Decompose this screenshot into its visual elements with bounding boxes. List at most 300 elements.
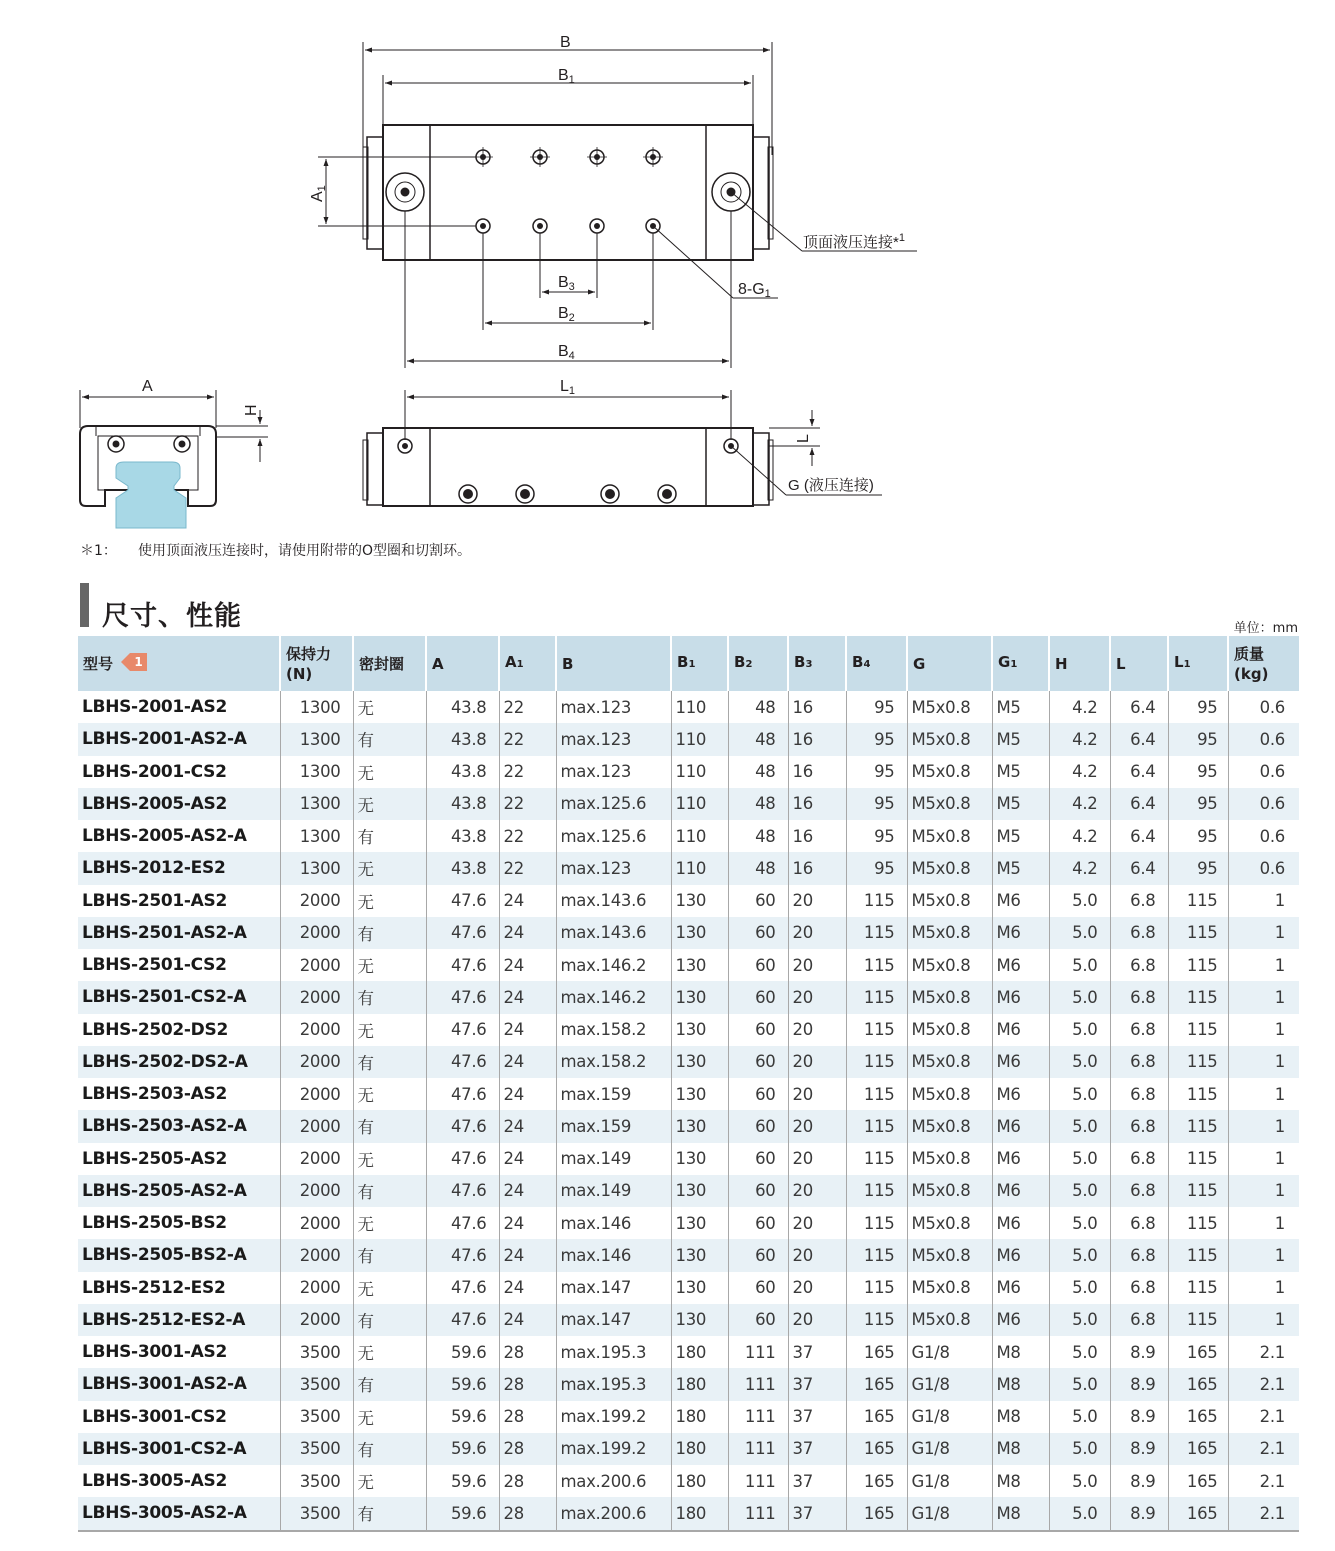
- cell-A: 47.6: [426, 885, 499, 917]
- cell-B4: 95: [846, 788, 907, 820]
- cell-B4: 115: [846, 1046, 907, 1078]
- cell-seal: 无: [353, 1014, 426, 1046]
- cell-A1: 24: [499, 981, 556, 1013]
- cell-L: 6.4: [1110, 756, 1168, 788]
- cell-G: M5x0.8: [907, 1272, 992, 1304]
- cell-B: max.147: [556, 1304, 671, 1336]
- cell-L: 6.8: [1110, 1175, 1168, 1207]
- cell-L: 6.8: [1110, 1207, 1168, 1239]
- table-row: [78, 1272, 1299, 1304]
- cell-A1: 24: [499, 1207, 556, 1239]
- cell-holding-force: 2000: [280, 1272, 353, 1304]
- cell-H: 5.0: [1049, 1368, 1110, 1400]
- cell-B4: 115: [846, 1207, 907, 1239]
- cell-H: 5.0: [1049, 917, 1110, 949]
- cell-A1: 28: [499, 1336, 556, 1368]
- cell-B3: 16: [788, 723, 846, 755]
- cell-G: M5x0.8: [907, 1304, 992, 1336]
- dim-label-B2: B2: [558, 305, 575, 324]
- cell-mass: 0.6: [1228, 852, 1299, 884]
- cell-G: M5x0.8: [907, 1143, 992, 1175]
- cell-mass: 1: [1228, 1110, 1299, 1142]
- table-row: [78, 1046, 1299, 1078]
- cell-H: 5.0: [1049, 885, 1110, 917]
- table-row: [78, 1465, 1299, 1497]
- cell-G: G1/8: [907, 1336, 992, 1368]
- cell-B1: 180: [671, 1336, 728, 1368]
- cell-B4: 115: [846, 1110, 907, 1142]
- cell-holding-force: 2000: [280, 1207, 353, 1239]
- cell-mass: 0.6: [1228, 820, 1299, 852]
- cell-B1: 110: [671, 691, 728, 723]
- cell-H: 5.0: [1049, 1207, 1110, 1239]
- cell-B3: 16: [788, 852, 846, 884]
- cell-A: 47.6: [426, 1143, 499, 1175]
- cell-L: 6.8: [1110, 1110, 1168, 1142]
- header-holding-force: 保持力 (N): [280, 636, 353, 691]
- model-note-tag-icon: 1: [121, 653, 147, 671]
- table-row: [78, 1014, 1299, 1046]
- cell-L1: 165: [1168, 1433, 1228, 1465]
- table-row: [78, 852, 1299, 884]
- cell-G: G1/8: [907, 1368, 992, 1400]
- cell-L1: 115: [1168, 1272, 1228, 1304]
- cell-A: 59.6: [426, 1336, 499, 1368]
- cell-L1: 115: [1168, 885, 1228, 917]
- cell-L: 6.8: [1110, 981, 1168, 1013]
- cell-holding-force: 1300: [280, 691, 353, 723]
- cell-A: 47.6: [426, 917, 499, 949]
- cell-B3: 16: [788, 788, 846, 820]
- cell-L: 8.9: [1110, 1465, 1168, 1497]
- cell-holding-force: 2000: [280, 1239, 353, 1271]
- cell-holding-force: 2000: [280, 1110, 353, 1142]
- cell-B: max.149: [556, 1143, 671, 1175]
- cell-mass: 1: [1228, 1272, 1299, 1304]
- dim-label-B3: B3: [558, 274, 575, 293]
- header-G: G: [907, 636, 992, 691]
- header-B2: B2: [728, 636, 788, 691]
- cell-model: LBHS-2502-DS2-A: [78, 1046, 280, 1078]
- cell-B3: 20: [788, 1207, 846, 1239]
- cell-A: 47.6: [426, 1239, 499, 1271]
- cell-seal: 有: [353, 917, 426, 949]
- cell-seal: 无: [353, 788, 426, 820]
- cell-B2: 60: [728, 1046, 788, 1078]
- cell-H: 5.0: [1049, 1110, 1110, 1142]
- cell-B1: 130: [671, 1272, 728, 1304]
- cell-A: 43.8: [426, 820, 499, 852]
- cell-G1: M8: [992, 1433, 1049, 1465]
- cell-G1: M8: [992, 1336, 1049, 1368]
- cell-B1: 130: [671, 1143, 728, 1175]
- cell-mass: 1: [1228, 917, 1299, 949]
- cell-B3: 37: [788, 1368, 846, 1400]
- cell-model: LBHS-3005-AS2-A: [78, 1497, 280, 1530]
- cell-B2: 111: [728, 1401, 788, 1433]
- section-title: 尺寸、性能: [102, 601, 242, 632]
- cell-H: 5.0: [1049, 1143, 1110, 1175]
- cell-mass: 1: [1228, 1304, 1299, 1336]
- cell-A: 47.6: [426, 1014, 499, 1046]
- cell-mass: 2.1: [1228, 1465, 1299, 1497]
- cell-seal: 无: [353, 1465, 426, 1497]
- cell-model: LBHS-2501-CS2-A: [78, 981, 280, 1013]
- cell-A1: 22: [499, 820, 556, 852]
- cell-L1: 95: [1168, 820, 1228, 852]
- table-header-row: [78, 636, 1299, 691]
- cell-holding-force: 3500: [280, 1433, 353, 1465]
- cell-L: 6.8: [1110, 1078, 1168, 1110]
- cell-G: M5x0.8: [907, 1046, 992, 1078]
- cell-B: max.146.2: [556, 981, 671, 1013]
- table-row: [78, 1078, 1299, 1110]
- cell-A: 43.8: [426, 788, 499, 820]
- cell-B3: 37: [788, 1336, 846, 1368]
- cell-B: max.123: [556, 852, 671, 884]
- cell-seal: 无: [353, 1336, 426, 1368]
- header-mass: 质量 (kg): [1228, 636, 1299, 691]
- cell-L1: 165: [1168, 1465, 1228, 1497]
- cell-model: LBHS-2001-AS2-A: [78, 723, 280, 755]
- table-row: [78, 917, 1299, 949]
- cell-B3: 20: [788, 1014, 846, 1046]
- cell-B1: 180: [671, 1401, 728, 1433]
- cell-mass: 0.6: [1228, 756, 1299, 788]
- cell-L: 6.8: [1110, 1272, 1168, 1304]
- cell-seal: 无: [353, 1401, 426, 1433]
- cell-L1: 165: [1168, 1401, 1228, 1433]
- cell-L1: 115: [1168, 1304, 1228, 1336]
- cell-B2: 60: [728, 981, 788, 1013]
- table-row: [78, 1368, 1299, 1400]
- cell-mass: 1: [1228, 1207, 1299, 1239]
- cell-B2: 60: [728, 1207, 788, 1239]
- cell-B3: 16: [788, 691, 846, 723]
- cell-model: LBHS-2512-ES2-A: [78, 1304, 280, 1336]
- cell-B3: 20: [788, 981, 846, 1013]
- header-H: H: [1049, 636, 1110, 691]
- cell-seal: 有: [353, 1110, 426, 1142]
- cell-seal: 有: [353, 1175, 426, 1207]
- table-row: [78, 723, 1299, 755]
- cell-holding-force: 3500: [280, 1497, 353, 1530]
- cell-holding-force: 1300: [280, 756, 353, 788]
- cell-mass: 1: [1228, 1175, 1299, 1207]
- cell-A1: 24: [499, 1272, 556, 1304]
- cell-H: 5.0: [1049, 1336, 1110, 1368]
- cell-model: LBHS-2512-ES2: [82, 1277, 226, 1298]
- cell-seal: 无: [353, 885, 426, 917]
- cell-G1: M6: [992, 1239, 1049, 1271]
- cell-G1: M6: [992, 917, 1049, 949]
- cell-A1: 28: [499, 1433, 556, 1465]
- cell-B1: 130: [671, 917, 728, 949]
- cell-L: 6.8: [1110, 1046, 1168, 1078]
- cell-G1: M8: [992, 1368, 1049, 1400]
- cell-seal: 有: [353, 1497, 426, 1530]
- cell-holding-force: 2000: [280, 1046, 353, 1078]
- cell-A: 59.6: [426, 1465, 499, 1497]
- cell-A1: 24: [499, 1046, 556, 1078]
- cell-A: 47.6: [426, 1175, 499, 1207]
- cell-holding-force: 1300: [280, 788, 353, 820]
- cell-G1: M5: [992, 691, 1049, 723]
- cell-B4: 115: [846, 1272, 907, 1304]
- cell-G: M5x0.8: [907, 852, 992, 884]
- cell-B3: 20: [788, 1304, 846, 1336]
- cell-B1: 130: [671, 981, 728, 1013]
- dim-label-A: A: [142, 378, 153, 395]
- cell-G: G1/8: [907, 1497, 992, 1530]
- header-G1: G1: [992, 636, 1049, 691]
- header-model: 型号 1: [78, 636, 280, 691]
- cell-A1: 24: [499, 1304, 556, 1336]
- cell-A1: 28: [499, 1368, 556, 1400]
- cell-G: M5x0.8: [907, 1175, 992, 1207]
- cell-G: M5x0.8: [907, 1239, 992, 1271]
- cell-seal: 有: [353, 820, 426, 852]
- cell-mass: 1: [1228, 1078, 1299, 1110]
- cell-B2: 60: [728, 1110, 788, 1142]
- cell-L: 6.4: [1110, 691, 1168, 723]
- cell-H: 5.0: [1049, 1239, 1110, 1271]
- cell-holding-force: 2000: [280, 917, 353, 949]
- table-row: [78, 949, 1299, 981]
- cell-G1: M6: [992, 1143, 1049, 1175]
- spec-table: [78, 636, 1299, 1532]
- cell-L1: 115: [1168, 1239, 1228, 1271]
- cell-A: 47.6: [426, 1110, 499, 1142]
- cell-L1: 115: [1168, 1078, 1228, 1110]
- cell-B4: 95: [846, 691, 907, 723]
- table-row: [78, 981, 1299, 1013]
- cell-A1: 28: [499, 1465, 556, 1497]
- cell-B4: 115: [846, 981, 907, 1013]
- cell-B4: 95: [846, 756, 907, 788]
- header-A1: A1: [499, 636, 556, 691]
- cell-mass: 2.1: [1228, 1433, 1299, 1465]
- cell-B1: 180: [671, 1368, 728, 1400]
- cell-H: 4.2: [1049, 723, 1110, 755]
- cell-B1: 180: [671, 1497, 728, 1530]
- cell-holding-force: 1300: [280, 723, 353, 755]
- footnote-mark: ＊1：: [80, 543, 117, 559]
- cell-model: LBHS-2001-CS2: [82, 761, 227, 782]
- technical-drawings: [0, 0, 1335, 540]
- cell-H: 4.2: [1049, 788, 1110, 820]
- cell-B1: 110: [671, 820, 728, 852]
- cell-H: 5.0: [1049, 1433, 1110, 1465]
- cell-G1: M5: [992, 723, 1049, 755]
- cell-B2: 48: [728, 723, 788, 755]
- cell-B3: 20: [788, 1239, 846, 1271]
- cell-G1: M6: [992, 1110, 1049, 1142]
- cell-H: 5.0: [1049, 1304, 1110, 1336]
- callout-8-G1: 8-G1: [738, 281, 771, 300]
- cell-mass: 1: [1228, 1046, 1299, 1078]
- cell-G: M5x0.8: [907, 1110, 992, 1142]
- cell-B2: 60: [728, 1078, 788, 1110]
- cell-L1: 115: [1168, 1014, 1228, 1046]
- cell-seal: 无: [353, 1078, 426, 1110]
- cell-B2: 48: [728, 691, 788, 723]
- cell-A: 43.8: [426, 723, 499, 755]
- cell-B1: 130: [671, 1110, 728, 1142]
- cell-H: 5.0: [1049, 1401, 1110, 1433]
- header-B: B: [556, 636, 671, 691]
- cell-G: M5x0.8: [907, 691, 992, 723]
- cell-G: M5x0.8: [907, 756, 992, 788]
- cell-seal: 无: [353, 852, 426, 884]
- cell-B3: 20: [788, 1143, 846, 1175]
- cell-B3: 37: [788, 1465, 846, 1497]
- cell-L: 8.9: [1110, 1433, 1168, 1465]
- cell-L: 6.8: [1110, 1304, 1168, 1336]
- cell-B: max.159: [556, 1078, 671, 1110]
- cell-mass: 0.6: [1228, 691, 1299, 723]
- cell-B: max.200.6: [556, 1465, 671, 1497]
- cell-mass: 1: [1228, 1239, 1299, 1271]
- cell-G1: M6: [992, 1014, 1049, 1046]
- cell-mass: 1: [1228, 885, 1299, 917]
- cell-B1: 110: [671, 852, 728, 884]
- cell-holding-force: 2000: [280, 949, 353, 981]
- cell-seal: 有: [353, 723, 426, 755]
- cell-model: LBHS-3001-CS2-A: [78, 1433, 280, 1465]
- cell-B2: 48: [728, 788, 788, 820]
- cell-L: 8.9: [1110, 1368, 1168, 1400]
- cell-B1: 110: [671, 788, 728, 820]
- cell-H: 4.2: [1049, 820, 1110, 852]
- cell-model: LBHS-2505-AS2: [82, 1148, 228, 1169]
- cell-B2: 111: [728, 1368, 788, 1400]
- cell-L1: 165: [1168, 1497, 1228, 1530]
- cell-B4: 115: [846, 1304, 907, 1336]
- cell-A1: 22: [499, 691, 556, 723]
- cell-B: max.146: [556, 1239, 671, 1271]
- cell-seal: 无: [353, 949, 426, 981]
- cell-A1: 28: [499, 1497, 556, 1530]
- cell-A1: 28: [499, 1401, 556, 1433]
- cell-B2: 111: [728, 1336, 788, 1368]
- cell-B2: 60: [728, 1014, 788, 1046]
- cell-B2: 111: [728, 1465, 788, 1497]
- header-L: L: [1110, 636, 1168, 691]
- cell-mass: 0.6: [1228, 723, 1299, 755]
- cell-B1: 130: [671, 1046, 728, 1078]
- cell-model: LBHS-2001-AS2: [82, 697, 228, 718]
- cell-B: max.146: [556, 1207, 671, 1239]
- cell-B1: 130: [671, 1304, 728, 1336]
- cell-B3: 20: [788, 949, 846, 981]
- dim-label-L1: L1: [560, 378, 576, 397]
- cell-A: 47.6: [426, 1272, 499, 1304]
- cell-G1: M5: [992, 852, 1049, 884]
- cell-A: 59.6: [426, 1497, 499, 1530]
- cell-A1: 24: [499, 1110, 556, 1142]
- cell-L1: 95: [1168, 852, 1228, 884]
- cell-G1: M6: [992, 1175, 1049, 1207]
- cell-G: G1/8: [907, 1433, 992, 1465]
- cell-G1: M6: [992, 1272, 1049, 1304]
- cell-B1: 180: [671, 1465, 728, 1497]
- cell-A: 43.8: [426, 756, 499, 788]
- cell-model: LBHS-2505-AS2-A: [78, 1175, 280, 1207]
- dim-label-H: H: [243, 404, 260, 416]
- cell-B: max.195.3: [556, 1336, 671, 1368]
- cell-H: 4.2: [1049, 852, 1110, 884]
- cell-B4: 165: [846, 1497, 907, 1530]
- cell-A: 47.6: [426, 981, 499, 1013]
- cell-H: 5.0: [1049, 1175, 1110, 1207]
- footnote-text: 使用顶面液压连接时，请使用附带的O型圈和切割环。: [138, 543, 472, 559]
- cell-B4: 115: [846, 1175, 907, 1207]
- cell-model: LBHS-2012-ES2: [78, 852, 280, 884]
- cell-A: 47.6: [426, 1078, 499, 1110]
- cell-B4: 115: [846, 1078, 907, 1110]
- cell-seal: 无: [353, 756, 426, 788]
- cell-model: LBHS-2501-CS2: [82, 955, 227, 976]
- cell-A1: 24: [499, 917, 556, 949]
- cell-B3: 20: [788, 1272, 846, 1304]
- cell-model: LBHS-3001-AS2-A: [78, 1368, 280, 1400]
- cell-L: 8.9: [1110, 1497, 1168, 1530]
- cell-G1: M6: [992, 949, 1049, 981]
- cell-holding-force: 3500: [280, 1368, 353, 1400]
- cell-holding-force: 3500: [280, 1401, 353, 1433]
- cell-mass: 0.6: [1228, 788, 1299, 820]
- cell-H: 5.0: [1049, 1272, 1110, 1304]
- cell-B4: 115: [846, 917, 907, 949]
- cell-model: LBHS-2005-AS2: [78, 788, 280, 820]
- cell-L: 6.4: [1110, 723, 1168, 755]
- cell-mass: 2.1: [1228, 1336, 1299, 1368]
- cell-A1: 22: [499, 756, 556, 788]
- table-row: [78, 885, 1299, 917]
- header-seal: 密封圈: [353, 636, 426, 691]
- cell-B3: 16: [788, 820, 846, 852]
- cell-B2: 60: [728, 1239, 788, 1271]
- cell-B1: 130: [671, 949, 728, 981]
- cell-B1: 130: [671, 885, 728, 917]
- cell-B3: 20: [788, 1110, 846, 1142]
- cell-seal: 有: [353, 981, 426, 1013]
- cell-B3: 20: [788, 917, 846, 949]
- cell-B2: 48: [728, 820, 788, 852]
- cell-model: LBHS-3001-AS2: [82, 1342, 228, 1363]
- cell-A: 59.6: [426, 1368, 499, 1400]
- cell-B: max.146.2: [556, 949, 671, 981]
- cell-B3: 37: [788, 1433, 846, 1465]
- cell-G1: M8: [992, 1401, 1049, 1433]
- table-row: [78, 1304, 1299, 1336]
- cell-L1: 165: [1168, 1336, 1228, 1368]
- cell-mass: 1: [1228, 1143, 1299, 1175]
- cell-B4: 115: [846, 885, 907, 917]
- cell-B: max.159: [556, 1110, 671, 1142]
- cell-seal: 有: [353, 1239, 426, 1271]
- cell-B1: 130: [671, 1207, 728, 1239]
- cell-B4: 95: [846, 723, 907, 755]
- cell-B4: 165: [846, 1368, 907, 1400]
- cell-B: max.143.6: [556, 885, 671, 917]
- cell-L: 8.9: [1110, 1401, 1168, 1433]
- cell-B: max.123: [556, 691, 671, 723]
- cell-seal: 无: [353, 1272, 426, 1304]
- table-row: [78, 820, 1299, 852]
- cell-B2: 111: [728, 1433, 788, 1465]
